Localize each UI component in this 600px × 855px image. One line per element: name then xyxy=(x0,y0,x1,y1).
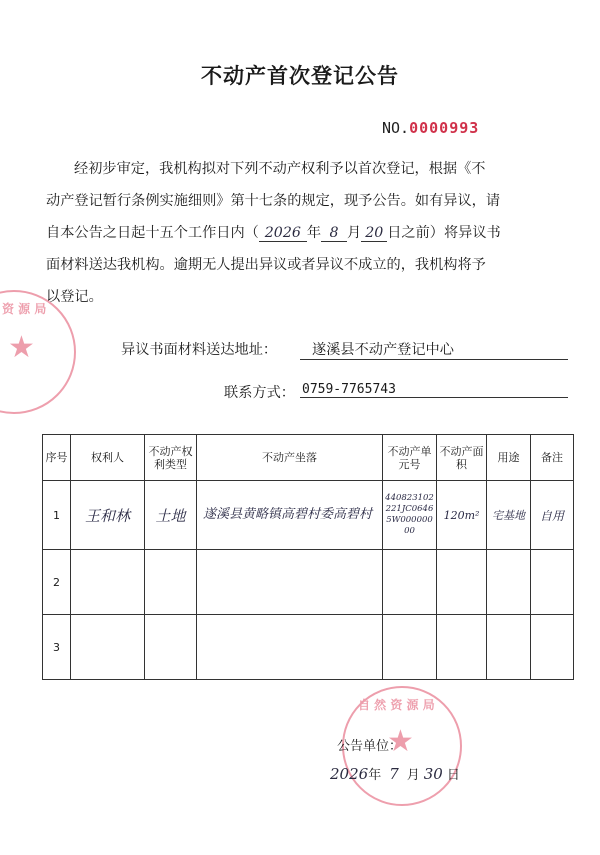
table-row xyxy=(43,550,574,615)
header-seq: 序号 xyxy=(43,435,71,481)
use-cell: 宅基地 xyxy=(487,481,531,550)
header-location: 不动产坐落 xyxy=(197,435,383,481)
notice-body xyxy=(46,158,574,308)
unit-no-cell: 440823102221JC06465W00000000 xyxy=(383,481,437,550)
address-value: 遂溪县不动产登记中心 xyxy=(300,339,568,360)
official-seal-left xyxy=(0,290,76,414)
owner-cell xyxy=(71,615,145,680)
row-number: 3 xyxy=(43,615,71,680)
body-line-3 xyxy=(46,222,501,242)
publish-month-char: 月 xyxy=(406,768,420,783)
contact-label: 联系方式： xyxy=(224,385,295,401)
seal-right-text: 自 然 资 源 局 xyxy=(358,698,435,712)
unit-no-cell xyxy=(383,550,437,615)
note-cell: 自用 xyxy=(531,481,574,550)
area-cell: 120m² xyxy=(437,481,487,550)
contact-value: 0759-7765743 xyxy=(300,382,568,398)
area-cell xyxy=(437,550,487,615)
table-header-row xyxy=(43,435,574,481)
year-char: 年 xyxy=(306,225,322,241)
body-line-5: 以登记。 xyxy=(46,289,103,305)
deadline-year: 2026 xyxy=(259,225,307,242)
unit-no-cell xyxy=(383,615,437,680)
serial-prefix: NO. xyxy=(382,119,410,137)
right-type-cell: 土地 xyxy=(145,481,197,550)
body-line-2: 动产登记暂行条例实施细则》第十七条的规定，现予公告。如有异议，请 xyxy=(46,193,501,209)
use-cell xyxy=(487,615,531,680)
page-title: 不动产首次登记公告 xyxy=(201,64,399,88)
deadline-month: 8 xyxy=(321,225,347,242)
right-type-cell xyxy=(145,615,197,680)
serial-number xyxy=(382,119,479,137)
month-char: 月 xyxy=(347,225,362,241)
seal-left-text: 资 源 局 xyxy=(2,302,47,316)
body-line-4: 面材料送达我机构。逾期无人提出异议或者异议不成立的，我机构将予 xyxy=(46,257,486,273)
area-cell xyxy=(437,615,487,680)
right-type-cell xyxy=(145,550,197,615)
location-cell xyxy=(197,550,383,615)
body-line-1: 经初步审定，我机构拟对下列不动产权利予以首次登记，根据《不 xyxy=(74,161,486,177)
header-owner: 权利人 xyxy=(71,435,145,481)
seal-star-icon: ★ xyxy=(8,330,35,365)
publish-month: 7 xyxy=(389,765,399,783)
body-line-3-a: 自本公告之日起十五个工作日内（ xyxy=(46,225,259,241)
serial-value: 0000993 xyxy=(409,119,480,137)
table-row xyxy=(43,481,574,550)
header-use: 用途 xyxy=(487,435,531,481)
publish-day-char: 日 xyxy=(446,768,460,783)
publish-year: 2026 xyxy=(330,765,369,783)
body-line-3-d: 日之前）将异议书 xyxy=(387,225,501,241)
header-right-type: 不动产权利类型 xyxy=(145,435,197,481)
deadline-day: 20 xyxy=(361,225,387,242)
registration-table xyxy=(42,434,574,680)
row-number: 1 xyxy=(43,481,71,550)
address-label: 异议书面材料送达地址： xyxy=(121,342,278,358)
note-cell xyxy=(531,615,574,680)
header-unit-no: 不动产单元号 xyxy=(383,435,437,481)
location-cell: 遂溪县黄略镇高碧村委高碧村 xyxy=(197,481,383,550)
location-cell xyxy=(197,615,383,680)
publish-date xyxy=(330,764,460,783)
use-cell xyxy=(487,550,531,615)
seal-star-icon: ★ xyxy=(387,724,414,759)
row-number: 2 xyxy=(43,550,71,615)
header-area: 不动产面 积 xyxy=(437,435,487,481)
note-cell xyxy=(531,550,574,615)
table-row xyxy=(43,615,574,680)
header-note: 备注 xyxy=(531,435,574,481)
publish-day: 30 xyxy=(423,765,443,783)
owner-cell xyxy=(71,550,145,615)
owner-cell: 王和林 xyxy=(71,481,145,550)
publish-year-char: 年 xyxy=(368,768,382,783)
publisher-label: 公告单位： xyxy=(337,739,403,754)
